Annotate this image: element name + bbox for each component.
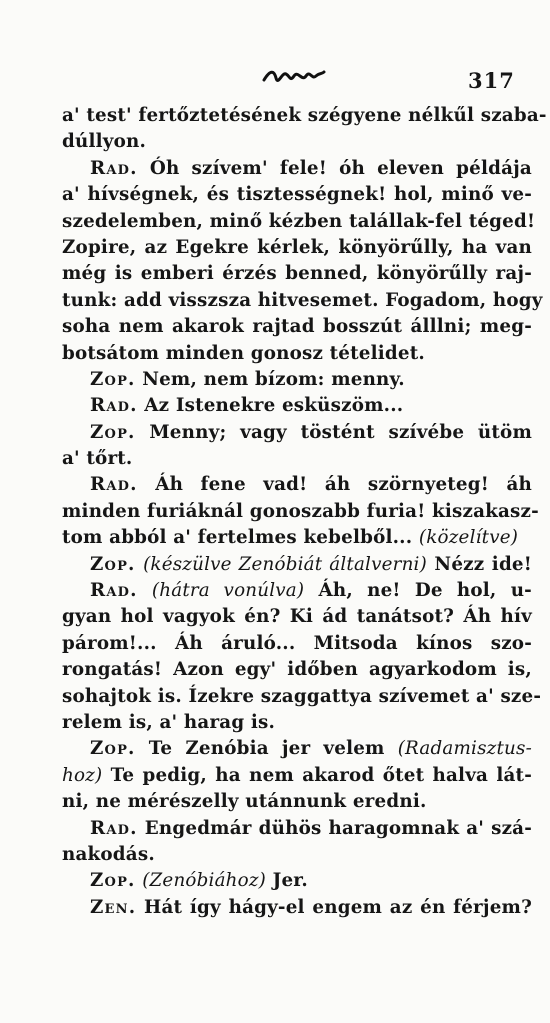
text-line — [62, 657, 532, 683]
line-text: gyan hol vagyok én? Ki ád tanátsot? Áh hív — [62, 606, 532, 628]
text-line — [62, 446, 532, 472]
text-line — [62, 420, 532, 446]
line-text: botsátom minden gonosz tételidet. — [62, 342, 425, 364]
line-text: a' hívségnek, és tisztességnek! hol, minő ve- — [62, 184, 532, 206]
stage-direction: (Radamisztus- — [397, 738, 532, 760]
stage-direction: hoz) — [62, 764, 103, 786]
stage-direction: (készülve Zenóbiát általverni) — [143, 553, 427, 575]
line-text: Menny; vagy töstént szívébe ütöm — [149, 421, 532, 443]
text-line — [62, 156, 532, 182]
text-line — [62, 393, 532, 419]
text-line — [62, 631, 532, 657]
page-number: 317 — [468, 68, 515, 93]
line-text: tom abból a' fertelmes kebelből... — [62, 527, 413, 549]
text-line — [62, 684, 542, 710]
line-text: Az Istenekre esküszöm... — [144, 395, 404, 417]
line-text: Zopire, az Egekre kérlek, könyörűlly, ha van — [62, 236, 532, 258]
text-line — [62, 710, 532, 736]
line-text: a' test' fertőztetésének szégyene nélkűl szaba- — [62, 105, 547, 126]
text-line — [62, 842, 532, 868]
ornamental-flourish-icon — [262, 64, 326, 88]
speaker-name: Rad. — [90, 580, 138, 602]
line-text: párom!... Áh áruló... Mitsoda kínos szo- — [62, 632, 532, 654]
stage-direction: (hátra vonúlva) — [151, 580, 305, 602]
line-text: a' tőrt. — [62, 448, 133, 470]
line-text: relem is, a' harag is. — [62, 711, 276, 733]
text-line — [62, 129, 532, 155]
text-line — [62, 736, 532, 762]
body-text — [62, 103, 547, 921]
speaker-name: Rad. — [90, 474, 138, 496]
speaker-name: Zop. — [90, 553, 136, 575]
text-line — [62, 261, 532, 287]
speaker-name: Zop. — [90, 368, 136, 390]
line-text: sohajtok is. Ízekre szaggattya szívemet a' sze- — [62, 685, 542, 707]
text-line — [62, 341, 532, 367]
line-text: Te Zenóbia jer velem — [148, 738, 385, 760]
line-text: szedelemben, minő kézben talállak-fel téged! — [62, 210, 536, 232]
line-text: dúllyon. — [62, 131, 147, 153]
line-text: Áh fene vad! áh szörnyeteg! áh — [155, 474, 532, 496]
stage-direction: (közelítve) — [418, 527, 519, 549]
line-text: Nem, nem bízom: menny. — [142, 368, 405, 390]
text-line — [62, 499, 539, 525]
line-text: nakodás. — [62, 843, 155, 865]
text-line — [62, 314, 532, 340]
text-line — [62, 288, 543, 314]
text-line — [62, 103, 547, 129]
text-line — [62, 552, 532, 578]
speaker-name: Rad. — [90, 817, 138, 839]
line-text-after: Jer. — [272, 870, 308, 892]
speaker-name: Zop. — [90, 738, 136, 760]
line-text: rongatás! Azon egy' időben agyarkodom is, — [62, 659, 532, 681]
text-line — [62, 789, 532, 815]
stage-direction: (Zenóbiához) — [142, 870, 267, 892]
line-text-after: Nézz ide! — [434, 553, 532, 575]
line-text: ni, ne mérészelly utánnunk eredni. — [62, 791, 427, 813]
text-line — [62, 367, 532, 393]
text-line — [62, 763, 532, 789]
text-line — [62, 182, 532, 208]
line-text: tunk: add visszsza hitvesemet. Fogadom, hogy — [62, 289, 543, 311]
text-line — [62, 604, 532, 630]
text-line — [62, 525, 532, 551]
text-line — [62, 209, 536, 235]
speaker-name: Zen. — [90, 896, 137, 918]
text-line — [62, 235, 532, 261]
text-line — [62, 895, 532, 921]
line-text: Óh szívem' fele! óh eleven példája — [149, 157, 532, 179]
line-text-after: Áh, ne! De hol, u- — [318, 580, 532, 602]
line-text-after: Te pedig, ha nem akarod őtet halva lát- — [110, 764, 532, 786]
speaker-name: Rad. — [90, 395, 138, 417]
line-text: minden furiáknál gonoszabb furia! kiszakasz- — [62, 500, 539, 522]
text-line — [62, 816, 532, 842]
speaker-name: Zop. — [90, 870, 136, 892]
line-text: soha nem akarok rajtad bosszút álllni; meg- — [62, 316, 532, 338]
text-line — [62, 868, 532, 894]
line-text: Engedmár dühös haragomnak a' szá- — [144, 817, 532, 839]
line-text: Hát így hágy-el engem az én férjem? — [144, 896, 532, 918]
line-text: még is emberi érzés benned, könyörűlly raj- — [62, 263, 532, 285]
text-line — [62, 578, 532, 604]
speaker-name: Rad. — [90, 157, 138, 179]
speaker-name: Zop. — [90, 421, 136, 443]
text-line — [62, 472, 532, 498]
